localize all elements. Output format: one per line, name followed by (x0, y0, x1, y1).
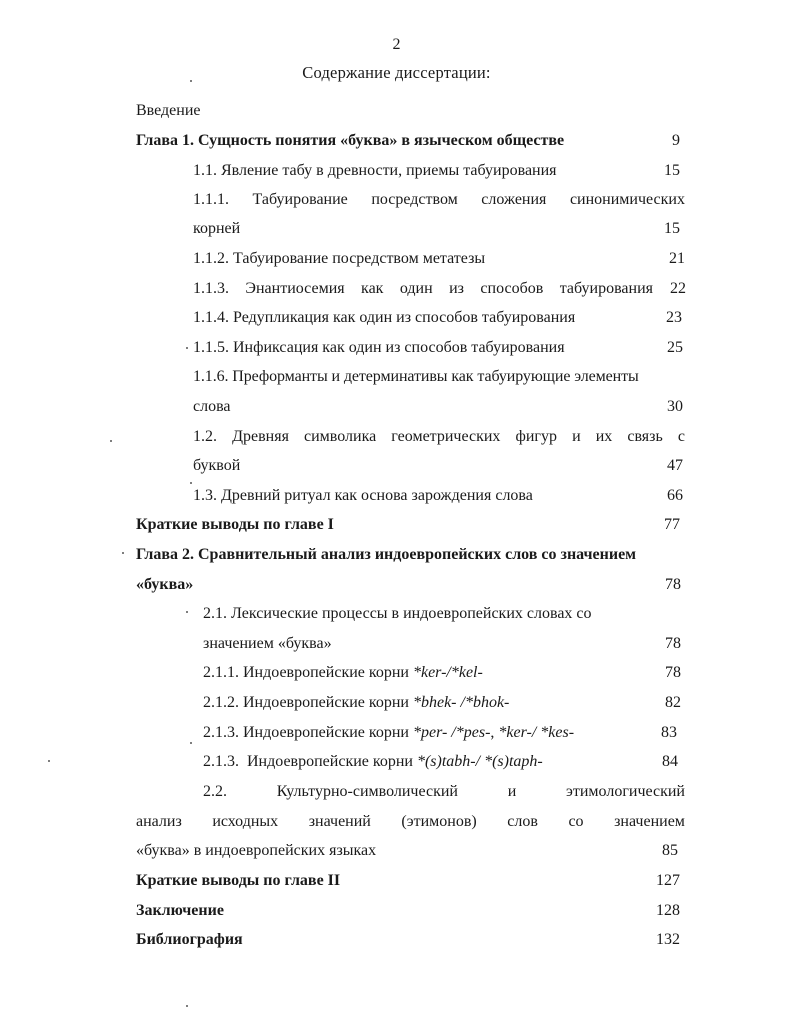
toc-entry-1-2 (193, 427, 685, 447)
word: 1.1.3. (193, 280, 229, 297)
word: Древняя (232, 428, 289, 445)
toc-entry-2-2-cont: «буква» в индоевропейских языках (136, 842, 377, 859)
entry-prefix: 2.1.3. Индоевропейские корни (203, 724, 413, 741)
word: 2.2. (203, 783, 227, 800)
toc-entry-conclusion: Заключение (136, 902, 224, 919)
ie-roots: *ker-/ *kes- (498, 724, 575, 741)
toc-page-conclusion: 128 (656, 902, 680, 919)
ie-roots: *ker-/*kel- (412, 664, 483, 681)
scan-speck (190, 80, 192, 82)
word: значений (308, 813, 371, 830)
word: фигур (515, 428, 557, 445)
toc-entry-1-1: 1.1. Явление табу в древности, приемы табуирования (193, 162, 557, 179)
word: со (568, 813, 584, 830)
toc-entry-2-1-2 (203, 693, 509, 713)
page-title: Содержание диссертации: (302, 63, 491, 82)
word: как (361, 280, 384, 297)
toc-entry-1-1-3 (193, 279, 653, 299)
word: Табуирование (252, 191, 348, 208)
toc-entry-2-2 (203, 782, 685, 802)
toc-page-2-1-3: 83 (661, 724, 677, 741)
toc-entry-1-1-1 (193, 190, 685, 210)
word: связь (627, 428, 663, 445)
word: Культурно-символический (276, 783, 458, 800)
word: синонимических (569, 191, 685, 208)
word: этимологический (566, 783, 685, 800)
toc-entry-2-1: 2.1. Лексические процессы в индоевропейских словах со (203, 605, 592, 622)
toc-page-1-1: 15 (664, 162, 680, 179)
toc-entry-1-1-1-cont: корней (193, 220, 241, 237)
word: посредством (371, 191, 458, 208)
scan-speck (48, 760, 50, 762)
toc-page-summary-2: 127 (656, 872, 680, 889)
toc-page-1-1-3: 22 (670, 280, 686, 297)
toc-entry-1-2-cont: буквой (193, 457, 241, 474)
toc-entry-summary-1: Краткие выводы по главе I (136, 516, 334, 533)
toc-page-1-3: 66 (667, 487, 683, 504)
entry-prefix: 2.1.1. Индоевропейские корни (203, 664, 413, 681)
word: табуирования (559, 280, 653, 297)
toc-page-2-1-4: 84 (662, 753, 678, 770)
toc-entry-1-1-6: 1.1.6. Преформанты и детерминативы как табуирующие элементы (193, 368, 639, 385)
toc-entry-2-1-3 (203, 723, 574, 743)
toc-entry-summary-2: Краткие выводы по главе II (136, 872, 341, 889)
word: геометрических (391, 428, 501, 445)
toc-entry-2-2-line2 (136, 812, 685, 832)
toc-page-1-1-4: 23 (666, 309, 682, 326)
entry-prefix: 2.1.2. Индоевропейские корни (203, 694, 413, 711)
toc-entry-bibliography: Библиография (136, 931, 243, 948)
ie-roots: *(s)tabh-/ *(s)taph- (416, 753, 543, 770)
word: с (677, 428, 685, 445)
toc-page-bibliography: 132 (656, 931, 680, 948)
toc-entry-1-1-2: 1.1.2. Табуирование посредством метатезы (193, 250, 486, 267)
toc-entry-2-1-cont: значением «буква» (203, 635, 332, 652)
separator: , (490, 724, 499, 741)
toc-page-2-1: 78 (665, 635, 681, 652)
word: один (399, 280, 433, 297)
scan-speck (110, 440, 112, 442)
toc-entry-2-1-4 (203, 752, 543, 772)
toc-entry-2-1-1 (203, 663, 483, 683)
word: 1.2. (193, 428, 217, 445)
toc-entry-1-3: 1.3. Древний ритуал как основа зарождения слова (193, 487, 533, 504)
toc-page-1-1-5: 25 (667, 339, 683, 356)
word: их (595, 428, 613, 445)
word: из (449, 280, 464, 297)
toc-entry-1-1-6-cont: слова (193, 398, 231, 415)
word: (этимонов) (401, 813, 477, 830)
word: и (572, 428, 581, 445)
page-number: 2 (392, 36, 401, 53)
word: анализ (136, 813, 182, 830)
entry-prefix: 2.1.3. Индоевропейские корни (203, 753, 417, 770)
word: исходных (212, 813, 279, 830)
toc-entry-1-1-4: 1.1.4. Редупликация как один из способов табуирования (193, 309, 576, 326)
word: значением (614, 813, 685, 830)
scan-speck (190, 742, 192, 744)
toc-page-2-1-2: 82 (665, 694, 681, 711)
scan-speck (186, 347, 188, 349)
word: 1.1.1. (193, 191, 229, 208)
scan-speck (190, 482, 192, 484)
ie-roots: *per- /*pes- (412, 724, 491, 741)
toc-entry-chapter-2: Глава 2. Сравнительный анализ индоевропейских слов со значением (136, 546, 637, 563)
toc-entry-1-1-5: 1.1.5. Инфиксация как один из способов табуирования (193, 339, 565, 356)
toc-page-summary-1: 77 (664, 516, 680, 533)
word: и (507, 783, 517, 800)
word: сложения (481, 191, 547, 208)
scan-speck (122, 552, 124, 554)
toc-page-2-1-1: 78 (665, 664, 681, 681)
toc-page-chapter-2: 78 (665, 576, 681, 593)
toc-page-1-1-2: 21 (669, 250, 685, 267)
toc-page-1-2: 47 (667, 457, 683, 474)
toc-page-chapter-1: 9 (672, 132, 680, 149)
toc-page-2-2: 85 (662, 842, 678, 859)
toc-entry-chapter-2-cont: «буква» (136, 576, 194, 593)
scan-speck (186, 611, 188, 613)
toc-entry-intro: Введение (136, 102, 201, 119)
ie-roots: *bhek- /*bhok- (412, 694, 510, 711)
toc-entry-chapter-1: Глава 1. Сущность понятия «буква» в языческом обществе (136, 132, 565, 149)
toc-page-1-1-6: 30 (667, 398, 683, 415)
word: Энантиосемия (245, 280, 345, 297)
toc-page-1-1-1: 15 (664, 220, 680, 237)
word: символика (304, 428, 377, 445)
word: слов (507, 813, 538, 830)
scan-speck (186, 1005, 188, 1007)
word: способов (480, 280, 544, 297)
